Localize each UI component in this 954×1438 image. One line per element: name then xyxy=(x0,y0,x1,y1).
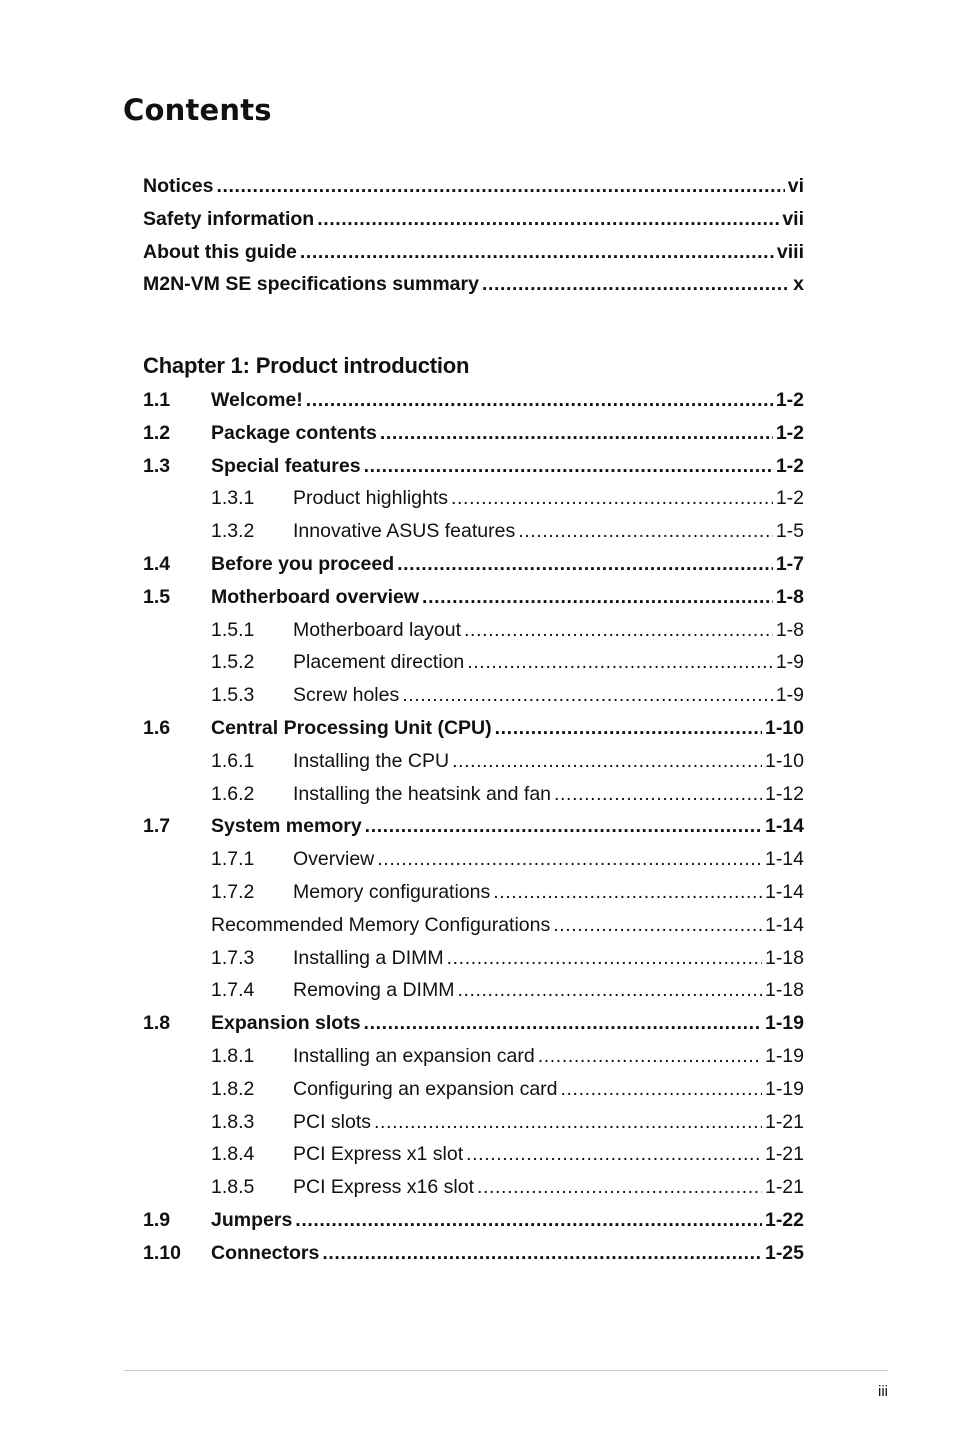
toc-subsection-entry[interactable] xyxy=(143,614,804,647)
chapter-1-section xyxy=(143,348,804,1270)
toc-subsection-entry[interactable] xyxy=(143,1138,804,1171)
toc-entry-title: Product highlights xyxy=(293,487,449,510)
toc-entry-page: 1-21 xyxy=(764,1110,804,1133)
toc-subsection-entry[interactable] xyxy=(143,942,804,975)
toc-entry-title: Package contents xyxy=(211,421,377,444)
toc-entry-number: 1.1 xyxy=(143,389,171,411)
toc-entry-page: vii xyxy=(782,207,804,230)
toc-entry-number: 1.7.1 xyxy=(211,848,255,871)
toc-entry-number: 1.6 xyxy=(143,716,171,739)
toc-entry-page: 1-7 xyxy=(775,552,804,575)
dot-leader xyxy=(452,745,762,778)
toc-entry-number: 1.7 xyxy=(143,815,171,838)
toc-subsection-entry[interactable] xyxy=(143,1171,804,1204)
toc-entry-page: x xyxy=(793,273,804,296)
dot-leader xyxy=(518,515,773,548)
toc-subsection-entry[interactable] xyxy=(143,909,804,942)
dot-leader xyxy=(295,1204,762,1237)
dot-leader xyxy=(216,170,784,203)
toc-subsection-entry[interactable] xyxy=(143,646,804,679)
dot-leader xyxy=(493,876,762,909)
toc-section-entry[interactable] xyxy=(143,712,804,745)
toc-section-entry[interactable] xyxy=(143,581,804,614)
toc-entry-title: Installing an expansion card xyxy=(293,1044,535,1067)
dot-leader xyxy=(553,909,762,942)
dot-leader xyxy=(477,1171,762,1204)
dot-leader xyxy=(374,1106,762,1139)
toc-section-entry[interactable] xyxy=(143,384,804,417)
toc-subsection-entry[interactable] xyxy=(143,876,804,909)
chapter-entries-list xyxy=(143,384,804,1270)
toc-entry-number: 1.10 xyxy=(143,1241,181,1264)
dot-leader xyxy=(377,843,762,876)
page-title: Contents xyxy=(123,93,272,127)
toc-entry-title: PCI slots xyxy=(293,1110,372,1133)
toc-subsection-entry[interactable] xyxy=(143,974,804,1007)
toc-entry-page: 1-18 xyxy=(764,946,804,969)
toc-entry-title: Special features xyxy=(211,454,361,477)
dot-leader xyxy=(365,810,762,843)
toc-entry-title: Safety information xyxy=(143,207,315,230)
toc-entry-number: 1.8.2 xyxy=(211,1077,255,1100)
toc-entry-title: Expansion slots xyxy=(211,1012,361,1035)
toc-entry-title: Installing the CPU xyxy=(293,749,450,772)
toc-entry-page: 1-14 xyxy=(764,913,804,936)
toc-section-entry[interactable] xyxy=(143,1237,804,1270)
toc-entry-title: Innovative ASUS features xyxy=(293,520,516,543)
toc-entry-page: 1-10 xyxy=(764,716,804,739)
toc-subsection-entry[interactable] xyxy=(143,843,804,876)
toc-entry-page: 1-25 xyxy=(764,1241,804,1264)
toc-entry-page: 1-2 xyxy=(775,454,804,477)
toc-entry-page: 1-14 xyxy=(764,880,804,903)
dot-leader xyxy=(397,548,773,581)
toc-section-entry[interactable] xyxy=(143,810,804,843)
dot-leader xyxy=(317,203,779,236)
dot-leader xyxy=(364,1007,762,1040)
toc-entry-number: 1.3.2 xyxy=(211,520,255,543)
toc-entry-page: 1-22 xyxy=(764,1208,804,1231)
dot-leader xyxy=(561,1073,762,1106)
toc-entry-number: 1.2 xyxy=(143,421,171,444)
toc-section-entry[interactable] xyxy=(143,1007,804,1040)
dot-leader xyxy=(482,268,790,301)
toc-entry-number: 1.8.5 xyxy=(211,1176,255,1199)
toc-entry-title: PCI Express x1 slot xyxy=(293,1143,464,1166)
toc-entry-title: Memory configurations xyxy=(293,880,491,903)
toc-subsection-entry[interactable] xyxy=(143,679,804,712)
toc-entry-title: Screw holes xyxy=(293,684,400,707)
toc-entry-page: 1-21 xyxy=(764,1143,804,1166)
front-matter-list xyxy=(143,170,804,301)
dot-leader xyxy=(322,1237,762,1270)
dot-leader xyxy=(466,1138,762,1171)
toc-entry[interactable] xyxy=(143,268,804,301)
toc-entry-title: Central Processing Unit (CPU) xyxy=(211,716,492,739)
toc-entry-title: Motherboard layout xyxy=(293,618,462,641)
toc-entry-page: 1-19 xyxy=(764,1012,804,1035)
dot-leader xyxy=(464,614,773,647)
toc-entry-number: 1.4 xyxy=(143,552,171,575)
toc-entry-title: Connectors xyxy=(211,1241,320,1264)
dot-leader xyxy=(422,581,773,614)
toc-entry-page: 1-18 xyxy=(764,979,804,1002)
toc-entry-page: 1-9 xyxy=(775,684,804,707)
toc-entry-page: 1-8 xyxy=(775,618,804,641)
toc-entry-number: 1.3.1 xyxy=(211,487,255,510)
toc-entry-title: Jumpers xyxy=(211,1208,293,1231)
toc-section-entry[interactable] xyxy=(143,1204,804,1237)
toc-subsection-entry[interactable] xyxy=(143,1106,804,1139)
toc-section-entry[interactable] xyxy=(143,548,804,581)
toc-entry-number: 1.5.2 xyxy=(211,651,255,674)
toc-entry[interactable] xyxy=(143,203,804,236)
toc-entry-number: 1.7.4 xyxy=(211,979,255,1002)
dot-leader xyxy=(467,646,773,679)
toc-entry-number: 1.8.3 xyxy=(211,1110,255,1133)
toc-entry-page: vi xyxy=(787,175,804,197)
toc-entry-number: 1.6.2 xyxy=(211,782,255,805)
toc-entry-title: Installing the heatsink and fan xyxy=(293,782,552,805)
toc-entry-page: 1-10 xyxy=(764,749,804,772)
toc-entry-number: 1.5.3 xyxy=(211,684,255,707)
toc-subsection-entry[interactable] xyxy=(143,482,804,515)
footer-divider xyxy=(124,1370,888,1371)
toc-entry-page: 1-9 xyxy=(775,651,804,674)
toc-subsection-entry[interactable] xyxy=(143,515,804,548)
chapter-heading: Chapter 1: Product introduction xyxy=(143,353,470,378)
toc-subsection-entry[interactable] xyxy=(143,778,804,811)
toc-entry-number: 1.5 xyxy=(143,585,171,608)
toc-entry-title: Configuring an expansion card xyxy=(293,1077,558,1100)
dot-leader xyxy=(538,1040,762,1073)
toc-entry-number: 1.8.1 xyxy=(211,1044,255,1067)
toc-entry-title: System memory xyxy=(211,815,362,838)
toc-section-entry[interactable] xyxy=(143,417,804,450)
toc-entry-number: 1.9 xyxy=(143,1208,171,1231)
toc-entry-title: Recommended Memory Configurations xyxy=(211,913,551,936)
toc-entry[interactable] xyxy=(143,170,804,203)
footer-page-number: iii xyxy=(878,1383,888,1400)
toc-entry-page: 1-12 xyxy=(764,782,804,805)
toc-entry-title: Notices xyxy=(143,175,214,197)
toc-entry-title: M2N-VM SE specifications summary xyxy=(143,273,479,296)
dot-leader xyxy=(554,778,762,811)
dot-leader xyxy=(495,712,762,745)
toc-entry-number: 1.3 xyxy=(143,454,171,477)
dot-leader xyxy=(451,482,773,515)
toc-entry-title: Motherboard overview xyxy=(211,585,420,608)
toc-subsection-entry[interactable] xyxy=(143,1040,804,1073)
toc-entry-page: 1-2 xyxy=(775,487,804,510)
toc-entry-page: 1-19 xyxy=(764,1044,804,1067)
toc-subsection-entry[interactable] xyxy=(143,745,804,778)
toc-entry-page: 1-2 xyxy=(775,389,804,411)
toc-entry-number: 1.7.3 xyxy=(211,946,255,969)
toc-entry-page: 1-14 xyxy=(764,815,804,838)
toc-entry-title: Welcome! xyxy=(211,389,303,411)
toc-entry-number: 1.8 xyxy=(143,1012,171,1035)
dot-leader xyxy=(306,384,773,417)
toc-entry-number: 1.6.1 xyxy=(211,749,255,772)
toc-entry-page: 1-8 xyxy=(775,585,804,608)
dot-leader xyxy=(364,450,773,483)
toc-entry-page: 1-5 xyxy=(775,520,804,543)
toc-entry-title: PCI Express x16 slot xyxy=(293,1176,474,1199)
toc-entry-page: 1-19 xyxy=(764,1077,804,1100)
toc-entry[interactable] xyxy=(143,236,804,269)
toc-entry-number: 1.5.1 xyxy=(211,618,255,641)
toc-entry-page: viii xyxy=(776,240,804,263)
toc-entry-title: About this guide xyxy=(143,240,297,263)
toc-entry-page: 1-2 xyxy=(775,421,804,444)
dot-leader xyxy=(457,974,762,1007)
toc-entry-page: 1-14 xyxy=(764,848,804,871)
toc-entry-number: 1.7.2 xyxy=(211,880,255,903)
toc-entry-number: 1.8.4 xyxy=(211,1143,255,1166)
dot-leader xyxy=(447,942,762,975)
dot-leader xyxy=(402,679,773,712)
toc-subsection-entry[interactable] xyxy=(143,1073,804,1106)
toc-entry-title: Placement direction xyxy=(293,651,465,674)
toc-entry-title: Overview xyxy=(293,848,375,871)
toc-entry-title: Installing a DIMM xyxy=(293,946,444,969)
toc-entry-title: Removing a DIMM xyxy=(293,979,455,1002)
toc-entry-page: 1-21 xyxy=(764,1176,804,1199)
dot-leader xyxy=(380,417,773,450)
toc-section-entry[interactable] xyxy=(143,450,804,483)
toc-entry-title: Before you proceed xyxy=(211,552,395,575)
dot-leader xyxy=(300,236,774,269)
